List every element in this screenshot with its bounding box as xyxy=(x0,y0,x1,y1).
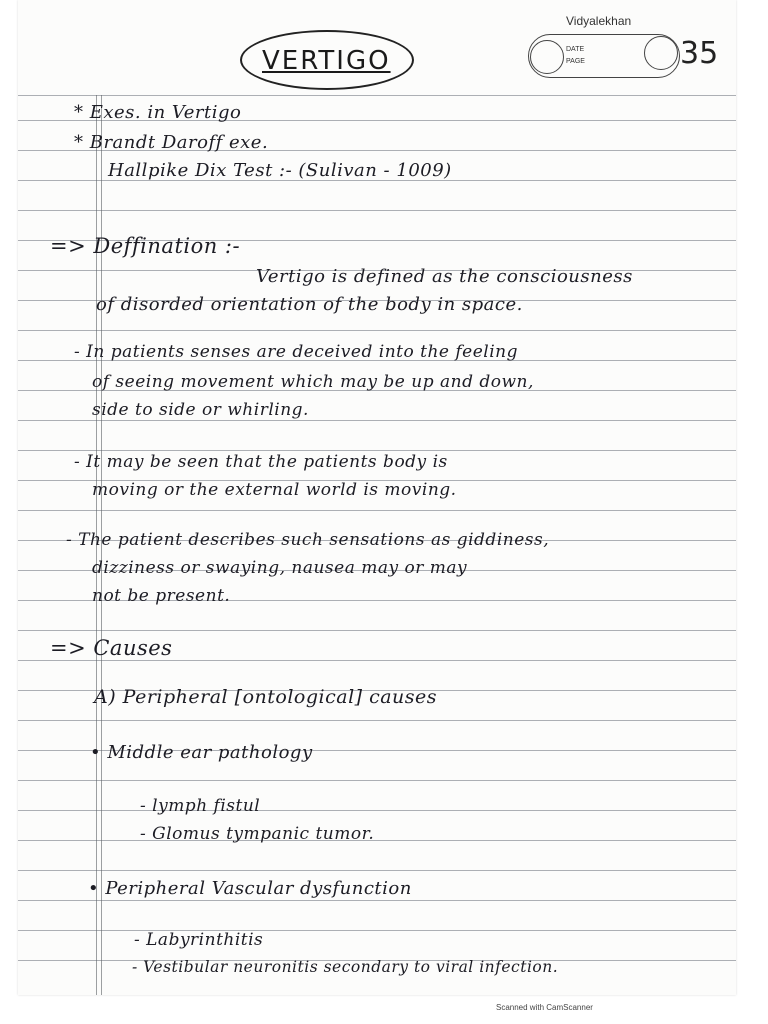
ruled-line xyxy=(18,95,736,96)
note-line: - It may be seen that the patients body is xyxy=(74,452,448,472)
note-line: moving or the external world is moving. xyxy=(92,480,457,500)
ruled-line xyxy=(18,840,736,841)
ruled-line xyxy=(18,420,736,421)
ruled-line xyxy=(18,870,736,871)
ruled-line xyxy=(18,330,736,331)
scanner-watermark: Scanned with CamScanner xyxy=(496,1003,593,1012)
page-title: VERTIGO xyxy=(262,46,391,76)
bullet-item: • Middle ear pathology xyxy=(90,742,313,763)
section-heading: => Deffination :- xyxy=(50,234,241,258)
note-line: * Exes. in Vertigo xyxy=(74,102,242,123)
note-line: * Brandt Daroff exe. xyxy=(74,132,269,153)
page-number: 35 xyxy=(680,36,719,71)
note-line: - lymph fistul xyxy=(140,796,261,816)
ruled-line xyxy=(18,720,736,721)
notebook-brand: Vidyalekhan xyxy=(566,14,632,28)
ruled-line xyxy=(18,810,736,811)
note-line: Vertigo is defined as the consciousness xyxy=(256,266,633,287)
note-line: dizziness or swaying, nausea may or may xyxy=(92,558,468,578)
note-line: - Vestibular neuronitis secondary to viral infection. xyxy=(132,958,559,976)
bullet-item: • Peripheral Vascular dysfunction xyxy=(88,878,412,899)
ruled-line xyxy=(18,510,736,511)
note-line: not be present. xyxy=(92,586,231,606)
note-line: of seeing movement which may be up and down, xyxy=(92,372,534,392)
note-line: - Labyrinthitis xyxy=(134,930,264,950)
date-label: DATE xyxy=(566,46,585,53)
ruled-line xyxy=(18,210,736,211)
note-line: - Glomus tympanic tumor. xyxy=(140,824,375,844)
ruled-line xyxy=(18,450,736,451)
date-circle xyxy=(644,36,678,70)
note-line: - In patients senses are deceived into the feeling xyxy=(74,342,518,362)
note-line: side to side or whirling. xyxy=(92,400,309,420)
note-line: Hallpike Dix Test :- (Sulivan - 1009) xyxy=(108,160,452,181)
note-line: - The patient describes such sensations as giddiness, xyxy=(66,530,550,550)
ruled-line xyxy=(18,660,736,661)
subheading: A) Peripheral [ontological] causes xyxy=(94,686,438,708)
note-line: of disorded orientation of the body in space. xyxy=(96,294,523,315)
date-circle xyxy=(530,40,564,74)
ruled-line xyxy=(18,930,736,931)
page-label: PAGE xyxy=(566,58,585,65)
section-heading: => Causes xyxy=(50,636,173,660)
ruled-line xyxy=(18,900,736,901)
ruled-line xyxy=(18,780,736,781)
ruled-line xyxy=(18,630,736,631)
